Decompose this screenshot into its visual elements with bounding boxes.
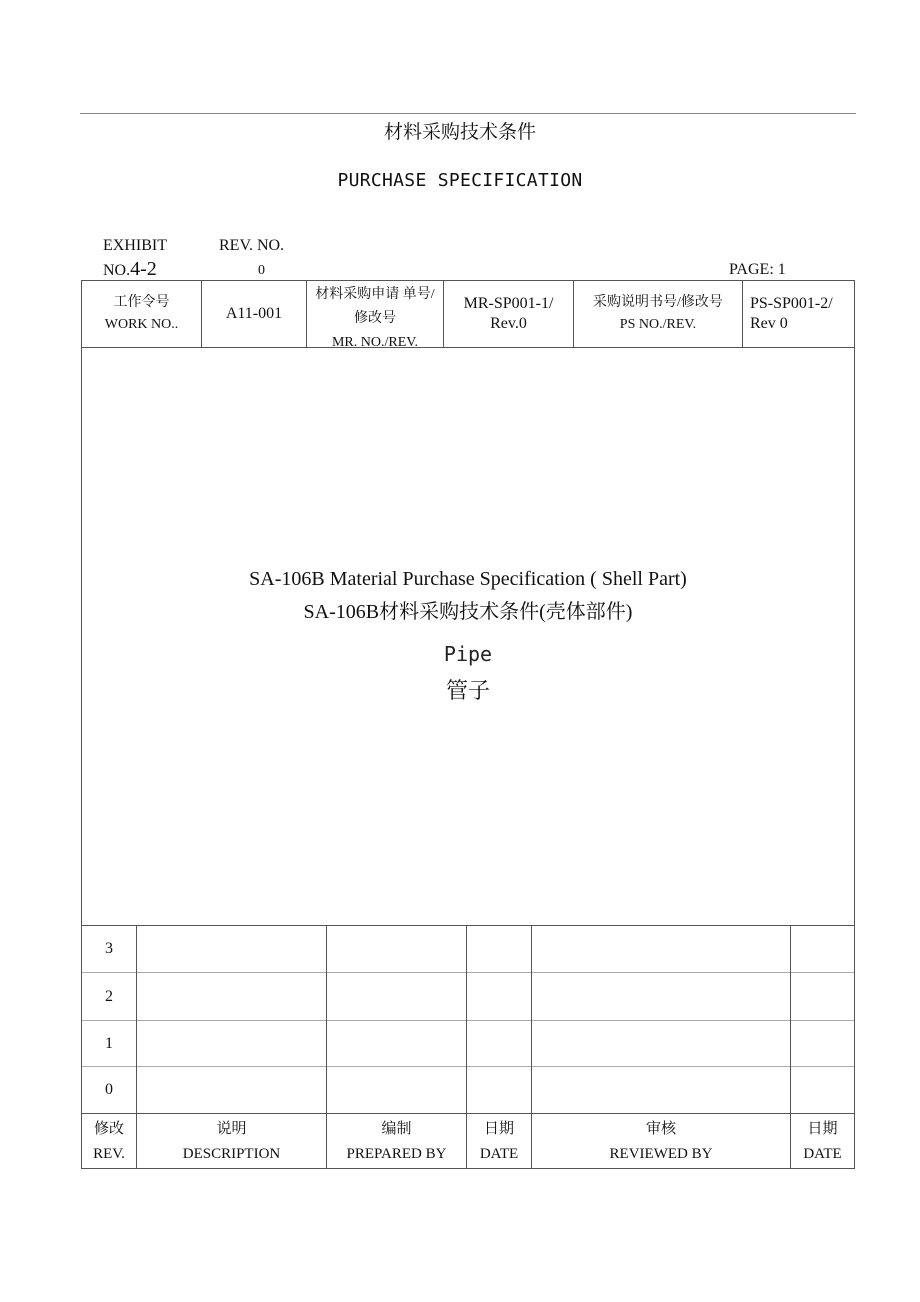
revision-row-rule xyxy=(82,1066,854,1067)
footer-date-en: DATE xyxy=(479,1145,519,1162)
footer-review-date-en: DATE xyxy=(803,1145,842,1162)
mr-no-value-line2: Rev.0 xyxy=(490,315,527,332)
footer-date-cn: 日期 xyxy=(483,1120,514,1137)
document-title-en: PURCHASE SPECIFICATION xyxy=(337,170,583,191)
footer-rev-en: REV. xyxy=(93,1145,125,1162)
footer-rev xyxy=(82,1114,136,1169)
page-number: PAGE: 1 xyxy=(729,261,786,278)
revision-row-number: 0 xyxy=(105,1081,113,1098)
footer-review-date-cn: 日期 xyxy=(807,1120,838,1137)
spec-title-cn: SA-106B材料采购技术条件(壳体部件) xyxy=(303,601,633,623)
mr-no-value xyxy=(444,281,573,347)
top-rule xyxy=(80,113,856,114)
ps-no-label-en: PS NO./REV. xyxy=(619,317,697,332)
work-no-label xyxy=(82,281,201,347)
footer-description xyxy=(137,1114,326,1169)
exhibit-number-label: NO. xyxy=(103,262,131,279)
revision-row-number: 3 xyxy=(105,940,113,957)
header-bottom-rule xyxy=(82,347,854,348)
footer-review-date xyxy=(791,1114,854,1169)
mr-no-label-cn-line2: 修改号 xyxy=(354,311,396,326)
work-no-value: A11-001 xyxy=(225,305,283,322)
exhibit-label: EXHIBIT xyxy=(103,237,167,254)
revision-row-rule xyxy=(82,972,854,973)
specification-frame xyxy=(81,280,855,1169)
item-name-cn: 管子 xyxy=(445,678,490,703)
mr-no-label-en: MR. NO./REV. xyxy=(331,335,419,347)
revision-row-rule xyxy=(82,1020,854,1021)
footer-date xyxy=(467,1114,531,1169)
mr-no-label xyxy=(307,283,443,347)
rev-no-value: 0 xyxy=(258,263,265,278)
revision-table-top-rule xyxy=(82,925,854,926)
spec-title-en: SA-106B Material Purchase Specification ( Shell Part) xyxy=(249,568,687,590)
footer-reviewed-by-cn: 审核 xyxy=(645,1120,676,1137)
exhibit-number-value: 4-2 xyxy=(130,258,157,280)
footer-prepared-by-cn: 编制 xyxy=(381,1120,412,1137)
footer-prepared-by-en: PREPARED BY xyxy=(346,1145,447,1162)
ps-no-value xyxy=(743,281,855,347)
ps-no-value-line1: PS-SP001-2/ xyxy=(750,295,833,312)
revision-row-number: 2 xyxy=(105,987,113,1005)
exhibit-number xyxy=(103,258,157,282)
item-name-en: Pipe xyxy=(443,642,493,666)
footer-rev-cn: 修改 xyxy=(93,1120,124,1137)
ps-no-label xyxy=(574,281,742,347)
mr-no-value-line1: MR-SP001-1/ xyxy=(463,295,554,312)
mr-no-label-cn-line1: 材料采购申请 单号/ xyxy=(315,287,435,302)
work-no-label-cn: 工作令号 xyxy=(113,295,170,310)
footer-description-cn: 说明 xyxy=(216,1120,247,1137)
rev-no-label: REV. NO. xyxy=(219,237,285,254)
ps-no-value-line2: Rev 0 xyxy=(750,315,788,332)
revision-row-number: 1 xyxy=(105,1034,113,1052)
ps-no-label-cn: 采购说明书号/修改号 xyxy=(593,295,723,310)
footer-reviewed-by xyxy=(532,1114,790,1169)
footer-prepared-by xyxy=(327,1114,466,1169)
footer-description-en: DESCRIPTION xyxy=(182,1145,281,1162)
footer-reviewed-by-en: REVIEWED BY xyxy=(609,1145,713,1162)
work-no-label-en: WORK NO.. xyxy=(104,317,179,332)
document-title-cn: 材料采购技术条件 xyxy=(383,122,536,143)
